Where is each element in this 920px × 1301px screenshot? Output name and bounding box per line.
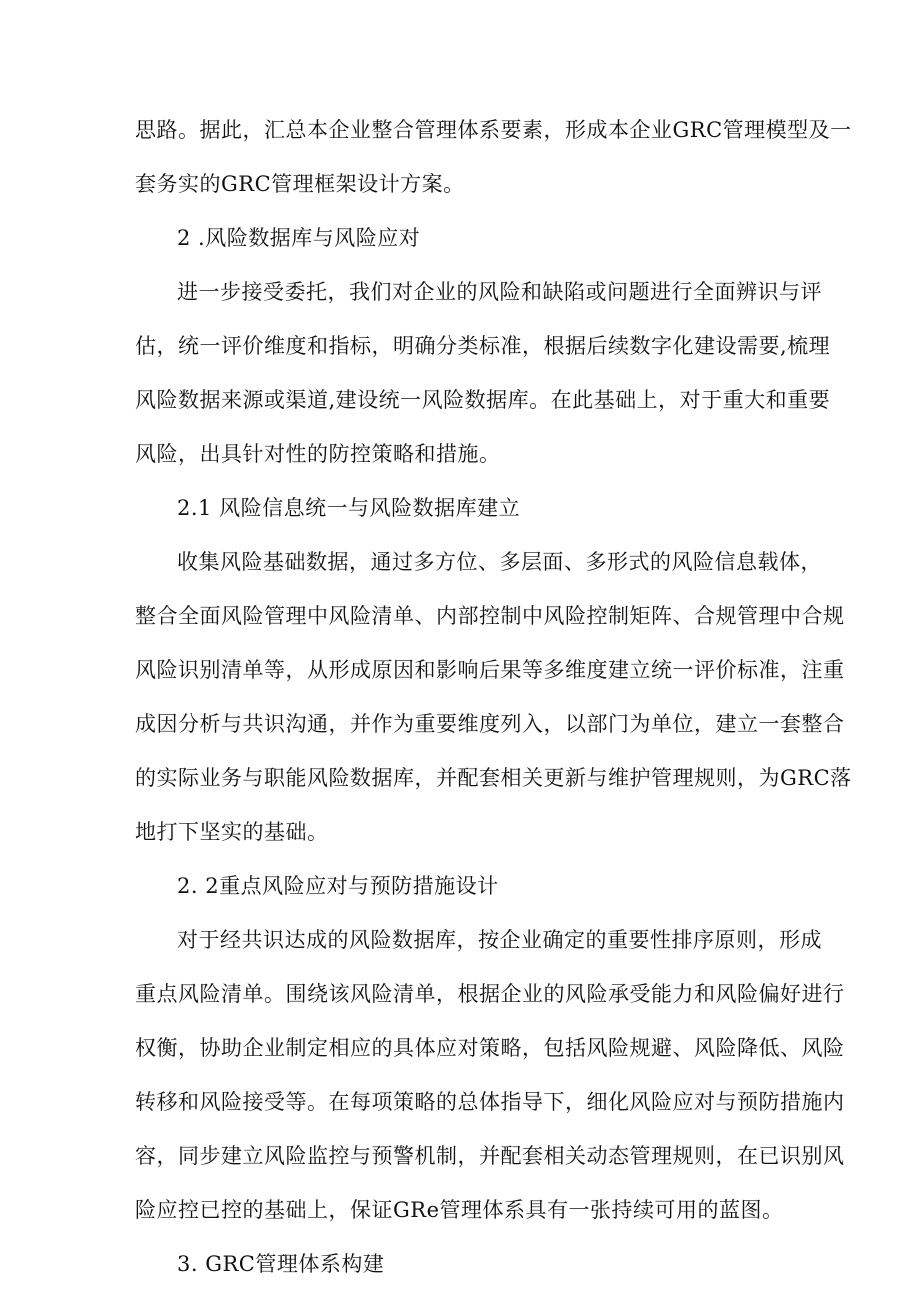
- section-heading-3: 3. GRC管理体系构建: [177, 1252, 385, 1276]
- text-line: 转移和风险接受等。在每项策略的总体指导下，细化风险应对与预防措施内: [135, 1090, 845, 1114]
- text-line: 险应控已控的基础上，保证GRe管理体系具有一张持续可用的蓝图。: [135, 1198, 784, 1222]
- text-line: 进一步接受委托，我们对企业的风险和缺陷或问题进行全面辨识与评: [177, 280, 822, 304]
- text-line: 风险数据来源或渠道,建设统一风险数据库。在此基础上，对于重大和重要: [135, 388, 831, 412]
- text-line: 权衡，协助企业制定相应的具体应对策略，包括风险规避、风险降低、风险: [135, 1036, 845, 1060]
- intro-paragraph: [135, 103, 852, 211]
- document-body: [135, 103, 852, 1291]
- text-line: 整合全面风险管理中风险清单、内部控制中风险控制矩阵、合规管理中合规: [135, 604, 845, 628]
- text-line: 思路。据此，汇总本企业整合管理体系要素，形成本企业GRC管理模型及一: [135, 118, 852, 142]
- text-line: 套务实的GRC管理框架设计方案。: [135, 172, 465, 196]
- text-line: 的实际业务与职能风险数据库，并配套相关更新与维护管理规则，为GRC落: [135, 766, 852, 790]
- text-line: 容，同步建立风险监控与预警机制，并配套相关动态管理规则，在已识别风: [135, 1144, 845, 1168]
- section-heading-2-1: 2.1 风险信息统一与风险数据库建立: [177, 496, 521, 520]
- section-heading-2: 2 .风险数据库与风险应对: [177, 226, 421, 250]
- text-line: 估，统一评价维度和指标，明确分类标准，根据后续数字化建设需要,梳理: [135, 334, 831, 358]
- section-2-1-paragraph: [135, 535, 852, 859]
- section-2-2-paragraph: [135, 913, 845, 1237]
- text-line: 对于经共识达成的风险数据库，按企业确定的重要性排序原则，形成: [177, 928, 822, 952]
- text-line: 地打下坚实的基础。: [135, 820, 329, 844]
- section-heading-2-2: 2. 2重点风险应对与预防措施设计: [177, 874, 499, 898]
- text-line: 收集风险基础数据，通过多方位、多层面、多形式的风险信息载体，: [177, 550, 822, 574]
- text-line: 风险，出具针对性的防控策略和措施。: [135, 442, 501, 466]
- text-line: 成因分析与共识沟通，并作为重要维度列入，以部门为单位，建立一套整合: [135, 712, 845, 736]
- text-line: 风险识别清单等，从形成原因和影响后果等多维度建立统一评价标准，注重: [135, 658, 845, 682]
- section-2-paragraph: [135, 265, 831, 481]
- text-line: 重点风险清单。围绕该风险清单，根据企业的风险承受能力和风险偏好进行: [135, 982, 845, 1006]
